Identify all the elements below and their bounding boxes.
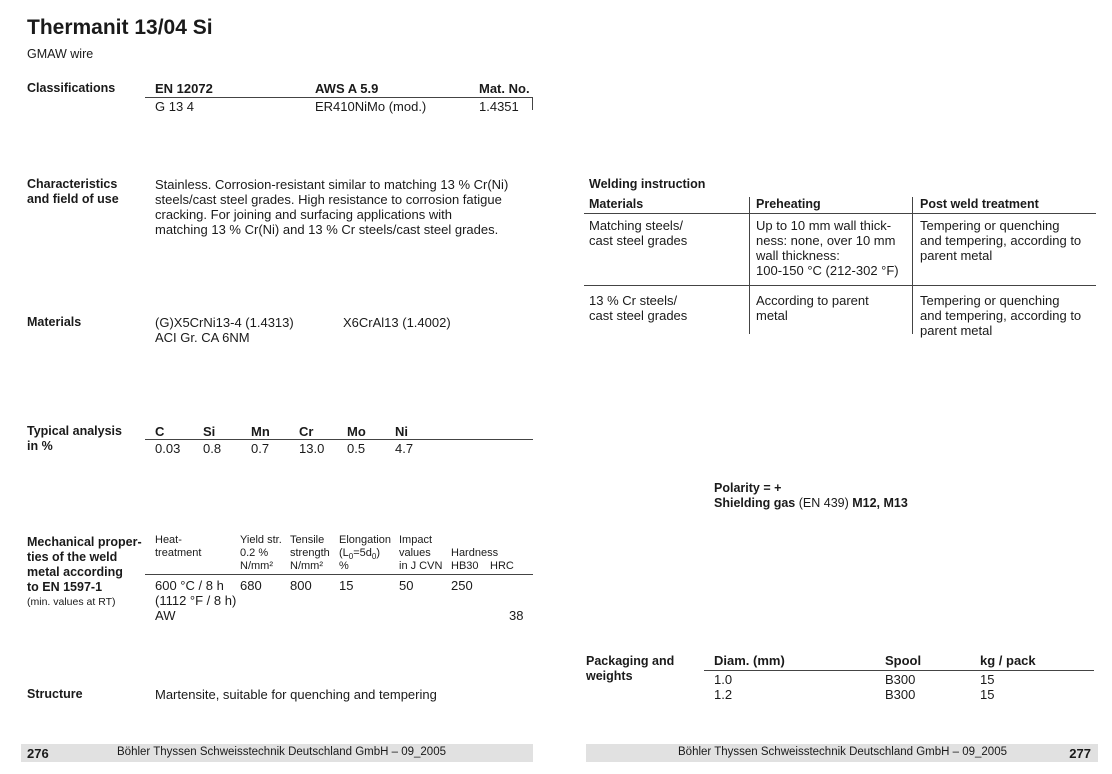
mech-header-heat: Heat- [155, 534, 182, 546]
characteristics-label-2: and field of use [27, 192, 119, 206]
analysis-value: 13.0 [299, 441, 325, 456]
analysis-value: 0.5 [347, 441, 366, 456]
structure-text: Martensite, suitable for quenching and tempering [155, 687, 437, 702]
characteristics-line-3: cracking. For joining and surfacing applications with [155, 207, 452, 222]
mech-note: (min. values at RT) [27, 596, 116, 608]
weld-r1-post: Tempering or quenching [920, 218, 1060, 233]
welding-title: Welding instruction [589, 177, 706, 191]
analysis-label-2: in % [27, 439, 53, 453]
characteristics-line-1: Stainless. Corrosion-resistant similar to matching 13 % Cr(Ni) [155, 177, 509, 192]
class-value-matno: 1.4351 [479, 99, 519, 114]
weld-r2-preheating: According to parent [756, 293, 869, 308]
analysis-value: 4.7 [395, 441, 414, 456]
class-value-aws: ER410NiMo (mod.) [315, 99, 427, 114]
class-divider [145, 97, 533, 98]
shielding-gas-line [714, 496, 908, 510]
analysis-value: 0.03 [155, 441, 181, 456]
mech-row-heat: 600 °C / 8 h [155, 578, 224, 593]
analysis-value: 0.8 [203, 441, 222, 456]
mech-label-4: to EN 1597-1 [27, 580, 103, 594]
mech-row-hb: 250 [451, 578, 473, 593]
weld-row-divider [584, 285, 1096, 286]
pack-r2-kg: 15 [980, 687, 995, 702]
weld-r2-post: and tempering, according to [920, 308, 1082, 323]
weld-r2-post: Tempering or quenching [920, 293, 1060, 308]
weld-r1-preheating: ness: none, over 10 mm [756, 233, 896, 248]
mech-row-hrc: 38 [509, 608, 524, 623]
analysis-element: Ni [395, 424, 408, 439]
weld-r2-materials: cast steel grades [589, 308, 688, 323]
polarity-text: Polarity = + [714, 481, 782, 495]
weld-r1-preheating: 100-150 °C (212-302 °F) [756, 263, 899, 278]
pack-r1-diam: 1.0 [714, 672, 733, 687]
mech-header-hardness-hb: HB30 [451, 560, 479, 572]
materials-item-2: ACI Gr. CA 6NM [155, 330, 250, 345]
mech-header-elongation: Elongation [339, 534, 391, 546]
structure-label: Structure [27, 687, 83, 701]
mech-row-yield: 680 [240, 578, 262, 593]
weld-header-divider [584, 213, 1096, 214]
packaging-label-1: Packaging and [586, 654, 675, 668]
analysis-element: Cr [299, 424, 314, 439]
mech-header-impact: Impact [399, 534, 433, 546]
pack-header-kg: kg / pack [980, 653, 1036, 668]
packaging-label-2: weights [586, 669, 633, 683]
mech-header-tensile: Tensile [290, 534, 325, 546]
mech-header-yield: 0.2 % [240, 547, 269, 559]
weld-r1-preheating: Up to 10 mm wall thick- [756, 218, 892, 233]
page-title: Thermanit 13/04 Si [27, 16, 213, 39]
elong-end: ) [376, 547, 381, 559]
characteristics-line-4: matching 13 % Cr(Ni) and 13 % Cr steels/cast steel grades. [155, 222, 499, 237]
page-subtitle: GMAW wire [27, 47, 94, 61]
weld-r2-materials: 13 % Cr steels/ [589, 293, 678, 308]
mech-header-yield: N/mm² [240, 560, 273, 572]
class-value-en: G 13 4 [155, 99, 195, 114]
mech-header-hardness: Hardness [451, 547, 499, 559]
pack-r1-spool: B300 [885, 672, 916, 687]
mech-header-tensile: strength [290, 547, 330, 559]
weld-r1-materials: cast steel grades [589, 233, 688, 248]
class-header-matno: Mat. No. [479, 81, 530, 96]
characteristics-line-2: steels/cast steel grades. High resistance to corrosion fatigue [155, 192, 502, 207]
analysis-value: 0.7 [251, 441, 270, 456]
mech-row-heat-f: (1112 °F / 8 h) [155, 593, 237, 608]
pack-header-diam: Diam. (mm) [714, 653, 785, 668]
pack-r2-spool: B300 [885, 687, 916, 702]
analysis-element: Mo [347, 424, 366, 439]
mech-divider [145, 574, 533, 575]
weld-r2-preheating: metal [756, 308, 788, 323]
materials-item-1: (G)X5CrNi13-4 (1.4313) [155, 315, 294, 330]
mech-row-aw: AW [155, 608, 176, 623]
footer-right [586, 744, 1098, 762]
mech-label-2: ties of the weld [27, 550, 118, 564]
class-header-en: EN 12072 [155, 81, 213, 96]
weld-header-materials: Materials [589, 197, 644, 211]
weld-r2-post: parent metal [920, 323, 993, 338]
weld-r1-post: parent metal [920, 248, 993, 263]
shielding-gas-label: Shielding gas [714, 496, 796, 510]
shielding-gas-value: M12, M13 [852, 496, 908, 510]
mech-header-impact: in J CVN [399, 560, 443, 572]
pack-r1-kg: 15 [980, 672, 995, 687]
weld-r1-materials: Matching steels/ [589, 218, 683, 233]
mech-header-yield: Yield str. [240, 534, 282, 546]
classifications-label: Classifications [27, 81, 116, 95]
analysis-label-1: Typical analysis [27, 424, 122, 438]
materials-item-3: X6CrAl13 (1.4002) [343, 315, 451, 330]
class-header-aws: AWS A 5.9 [315, 81, 379, 96]
weld-col-divider-2 [912, 197, 913, 334]
analysis-element: Si [203, 424, 216, 439]
shielding-gas-standard: (EN 439) [795, 496, 853, 510]
mech-label-3: metal according [27, 565, 123, 579]
publisher-right: Böhler Thyssen Schweisstechnik Deutschland GmbH – 09_2005 [678, 746, 1007, 758]
characteristics-label-1: Characteristics [27, 177, 118, 191]
mech-header-elongation-unit: % [339, 560, 349, 572]
weld-r1-post: and tempering, according to [920, 233, 1082, 248]
pack-divider [704, 670, 1094, 671]
materials-label: Materials [27, 315, 82, 329]
mech-header-tensile: N/mm² [290, 560, 323, 572]
class-right-border [532, 98, 533, 110]
mech-row-tensile: 800 [290, 578, 312, 593]
footer-left [21, 744, 533, 762]
page-number-left: 276 [27, 746, 49, 761]
mech-label-1: Mechanical proper- [27, 535, 142, 549]
mech-header-heat: treatment [155, 547, 202, 559]
elong-sub: 0 [371, 552, 377, 562]
analysis-element: Mn [251, 424, 270, 439]
publisher-left: Böhler Thyssen Schweisstechnik Deutschland GmbH – 09_2005 [117, 746, 446, 758]
elong-mid: =5d [353, 547, 372, 559]
mech-row-impact: 50 [399, 578, 414, 593]
elong-l: (L [339, 547, 349, 559]
page-number-right: 277 [1069, 746, 1091, 761]
weld-header-preheating: Preheating [756, 197, 821, 211]
analysis-element: C [155, 424, 165, 439]
analysis-divider [145, 439, 533, 440]
elong-sub: 0 [348, 552, 354, 562]
pack-r2-diam: 1.2 [714, 687, 733, 702]
pack-header-spool: Spool [885, 653, 922, 668]
weld-col-divider-1 [749, 197, 750, 334]
weld-header-post: Post weld treatment [920, 197, 1039, 211]
mech-header-impact: values [399, 547, 431, 559]
weld-r1-preheating: wall thickness: [756, 248, 840, 263]
mech-row-elongation: 15 [339, 578, 354, 593]
mech-header-hardness-hrc: HRC [490, 560, 514, 572]
